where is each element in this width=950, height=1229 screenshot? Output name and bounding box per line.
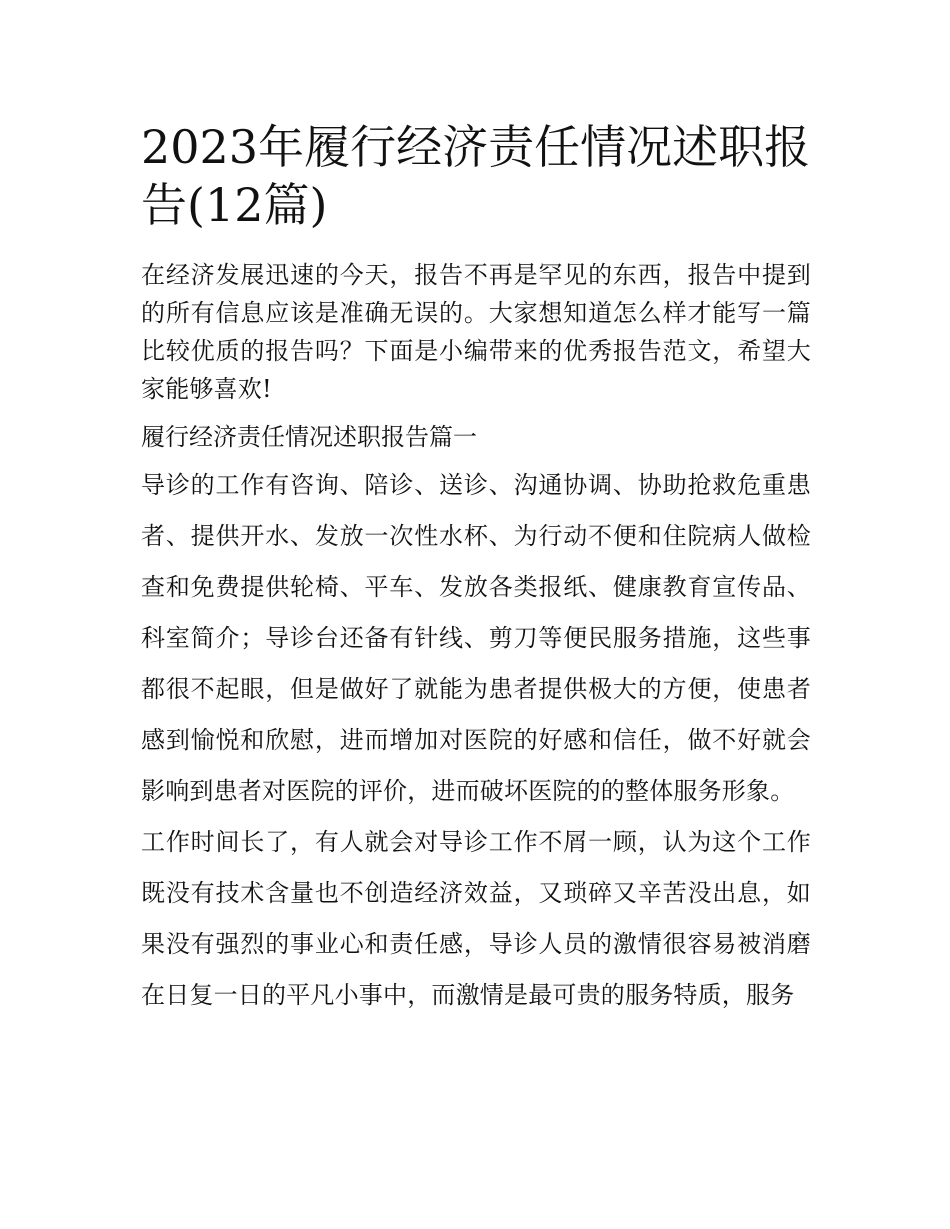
intro-paragraph: 在经济发展迅速的今天，报告不再是罕见的东西，报告中提到的所有信息应该是准确无误的。大家想知道怎么样才能写一篇比较优质的报告吗？下面是小编带来的优秀报告范文，希望大家能够喜欢! — [141, 261, 811, 403]
body-paragraph-2: 工作时间长了，有人就会对导诊工作不屑一顾，认为这个工作既没有技术含量也不创造经济效益，又琐碎又辛苦没出息，如果没有强烈的事业心和责任感，导诊人员的激情很容易被消磨在日复一日的平凡小事中，而激情是最可贵的服务特质，服务 — [141, 828, 811, 1009]
section-heading: 履行经济责任情况述职报告篇一 — [141, 423, 477, 451]
document-page — [141, 118, 811, 1021]
document-title: 2023年履行经济责任情况述职报告(12篇) — [141, 120, 811, 232]
body-paragraph-1: 导诊的工作有咨询、陪诊、送诊、沟通协调、协助抢救危重患者、提供开水、发放一次性水杯、为行动不便和住院病人做检查和免费提供轮椅、平车、发放各类报纸、健康教育宣传品、科室简介；导诊台还备有针线、剪刀等便民服务措施，这些事都很不起眼，但是做好了就能为患者提供极大的方便，使患者感到愉悦和欣慰，进而增加对医院的好感和信任，做不好就会影响到患者对医院的评价，进而破坏医院的的整体服务形象。 — [141, 471, 811, 805]
